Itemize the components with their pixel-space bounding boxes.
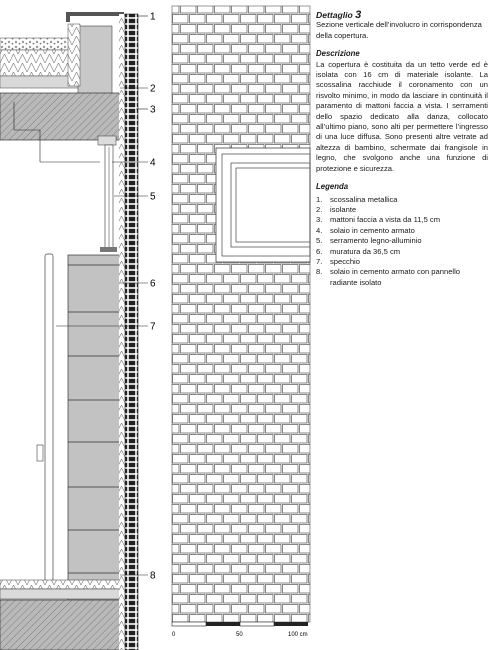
- legend-text: solaio in cemento armato con pannello radiante isolato: [330, 267, 461, 287]
- window-frame: [100, 145, 117, 252]
- legend-number: 2.: [316, 204, 323, 214]
- legend-text: scossalina metallica: [330, 194, 398, 204]
- legend-item: [316, 247, 488, 257]
- legend-number: 7.: [316, 256, 323, 266]
- callout-2: 2: [150, 83, 156, 95]
- legend-text: mattoni faccia a vista da 11,5 cm: [330, 215, 441, 225]
- legend-item: [316, 205, 488, 215]
- scale-tick-100: 100 cm: [288, 632, 308, 638]
- detail-title-number: 3: [355, 9, 362, 21]
- legend-text: specchio: [330, 256, 360, 266]
- description-heading: Descrizione: [316, 49, 360, 59]
- masonry-wall: [68, 255, 120, 608]
- scale-tick-50: 50: [236, 632, 243, 638]
- callout-6: 6: [150, 278, 156, 290]
- callout-3: 3: [150, 104, 156, 116]
- legend-number: 8.: [316, 267, 323, 277]
- callout-7: 7: [150, 321, 156, 333]
- description-text: La copertura è costituita da un tetto verde ed è isolata con 16 cm di materiale isolante. La scossalina racchiude il coronamento con un risvolto minimo, in modo da lasciare in continuità il paramento di mattoni faccia a vista. I serramenti dello spazio dedicato alla danza, collocato all’ultimo piano, sono alti per permettere l’ingresso di una luce diffusa. Sono presenti altre vetrate ad altezza di bambino, schermate dai frangisole in legno, che svolgono anche una funzione di protezione e sicurezza.: [316, 59, 488, 173]
- window-opening: [216, 148, 310, 262]
- callout-4: 4: [150, 157, 156, 169]
- legend-number: 6.: [316, 246, 323, 256]
- legend-item: [316, 267, 488, 288]
- lower-slab: [0, 580, 124, 650]
- legend-number: 5.: [316, 236, 323, 246]
- legend-text: serramento legno-alluminio: [330, 236, 422, 246]
- legend-text: isolante: [330, 204, 357, 214]
- scale-tick-0: 0: [172, 632, 176, 638]
- legend-item: [316, 257, 488, 267]
- detail-title: [316, 10, 488, 20]
- callout-5: 5: [150, 191, 156, 203]
- legend-number: 4.: [316, 225, 323, 235]
- legend-number: 3.: [316, 215, 323, 225]
- brick-elevation: [172, 6, 310, 622]
- legend-item: [316, 195, 488, 205]
- mirror-panel: [37, 254, 53, 587]
- callout-1: 1: [150, 11, 156, 23]
- legend-text: muratura da 36,5 cm: [330, 246, 401, 256]
- roof-assembly: [0, 12, 124, 94]
- legend-heading: Legenda: [316, 182, 349, 192]
- legend-item: [316, 226, 488, 236]
- legend-item: [316, 236, 488, 246]
- detail-subtitle: Sezione verticale dell’involucro in corrispondenza della copertura.: [316, 20, 482, 40]
- legend-text: solaio in cemento armato: [330, 225, 415, 235]
- detail-title-prefix: Dettaglio: [316, 10, 353, 20]
- legend-number: 1.: [316, 194, 323, 204]
- brick-facing-section: [119, 14, 138, 650]
- floor-slab: [0, 93, 120, 145]
- scale-bar: [172, 622, 308, 638]
- legend-item: [316, 215, 488, 225]
- legend-list: [316, 195, 488, 289]
- callout-8: 8: [150, 570, 156, 582]
- text-panel: [316, 10, 488, 288]
